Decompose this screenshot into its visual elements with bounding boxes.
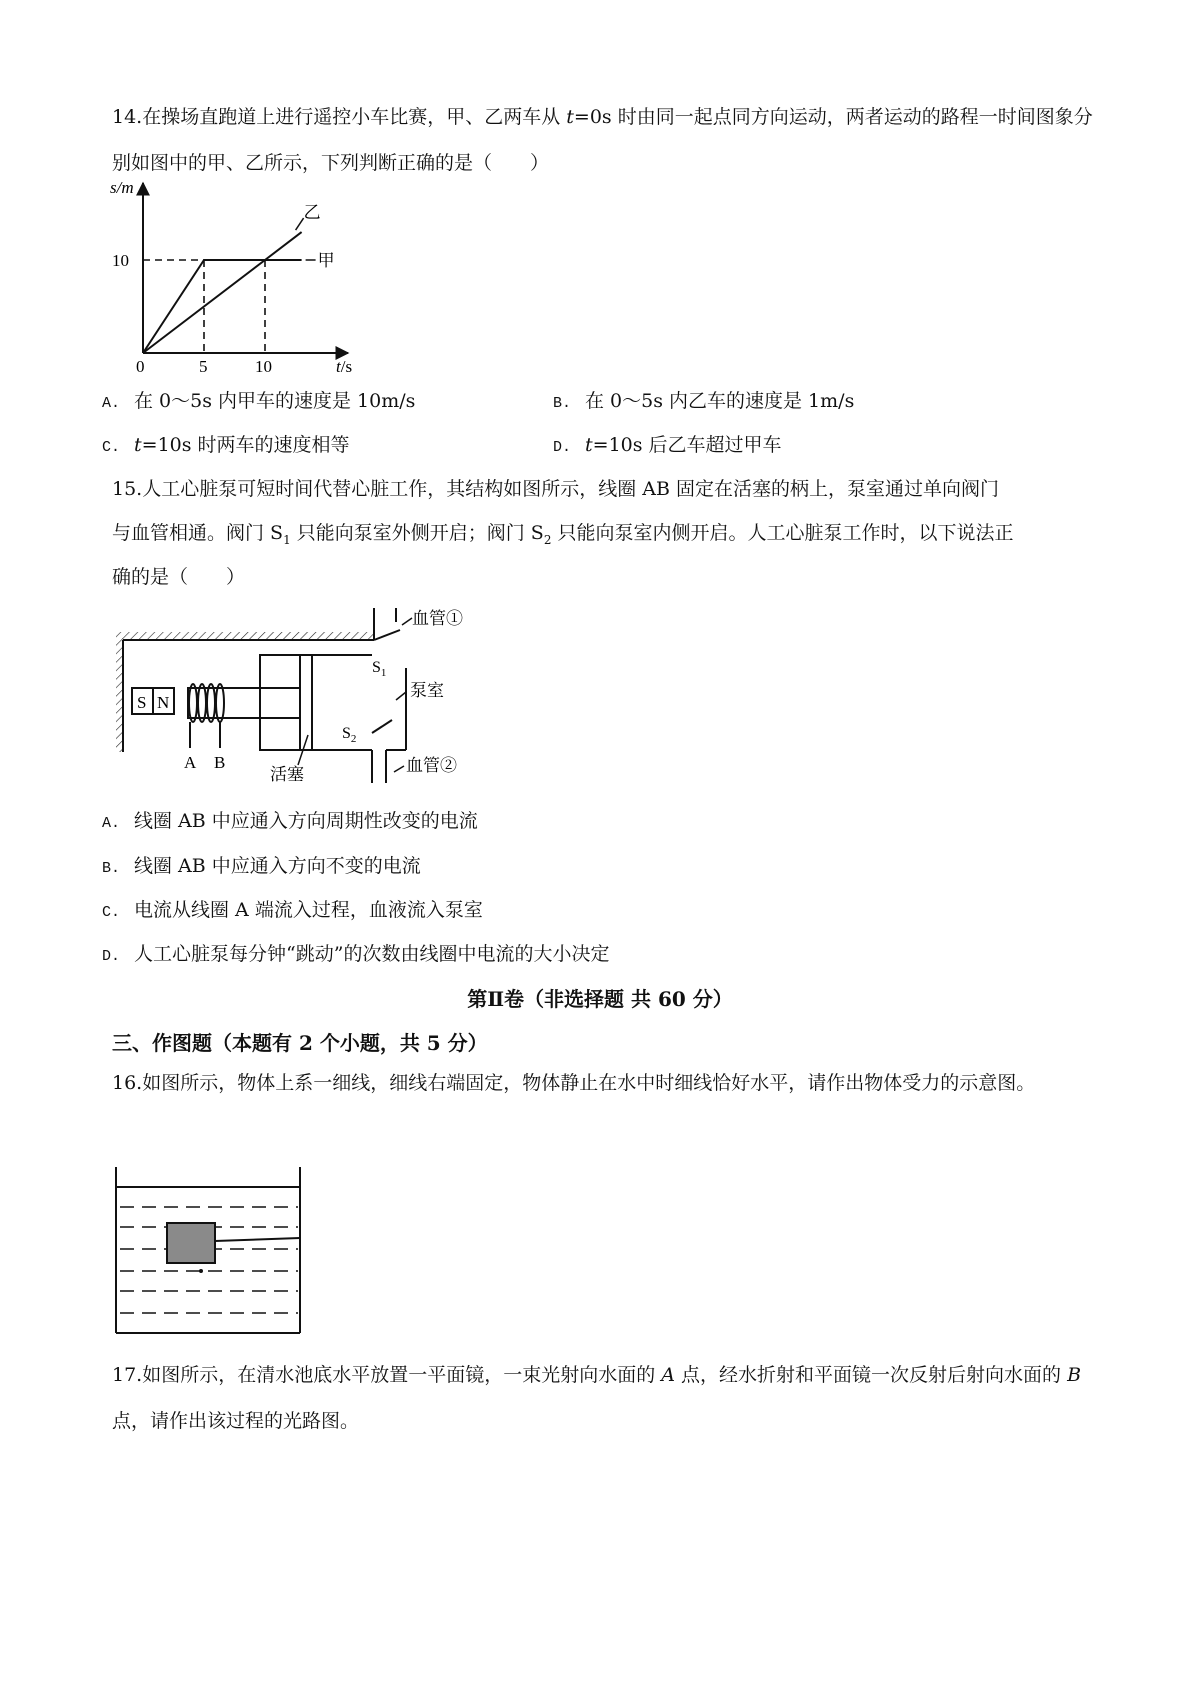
- q15-stem-line2: 与血管相通。阀门 $S_1$ 只能向泵室外侧开启；阀门 $S_2$ 只能向泵室内侧开启。人工心脏泵工作时，以下说法正: [112, 522, 1014, 547]
- pump-room-label: 泵室: [410, 681, 444, 700]
- q14-st-graph: [100, 175, 390, 380]
- q14-number: 14.: [112, 106, 143, 128]
- valve-s1-label: $S_1$: [372, 659, 387, 679]
- q15-option-d[interactable]: D. 人工心脏泵每分钟“跳动”的次数由线圈中电流的大小决定: [102, 943, 610, 965]
- series-label-leader-yi: [296, 218, 304, 230]
- y-tick-label-10: 10: [112, 251, 129, 270]
- q15-stem-line1: 15.人工心脏泵可短时间代替心脏工作，其结构如图所示，线圈 AB 固定在活塞的柄上，泵室通过单向阀门: [112, 478, 999, 500]
- series-line-jia: [143, 260, 302, 353]
- coil-a-label: A: [184, 753, 197, 772]
- vessel1-label: 血管①: [412, 609, 463, 628]
- section2-title: 第Ⅱ卷（非选择题 共 60 分）: [467, 987, 733, 1011]
- part3-title: 三、作图题（本题有 2 个小题，共 5 分）: [112, 1031, 488, 1055]
- valve-s1: [374, 630, 400, 640]
- q15-option-b[interactable]: B. 线圈 AB 中应通入方向不变的电流: [102, 855, 421, 877]
- housing-top-hatch: [122, 632, 375, 639]
- piston: [300, 655, 312, 750]
- q16-number: 16.: [112, 1072, 143, 1094]
- valve-s2-label: $S_2$: [342, 725, 357, 745]
- q14-stem: 14.在操场直跑道上进行遥控小车比赛，甲、乙两车从 t=0s 时由同一起点同方向运动，两者运动的路程一时间图象分别如图中的甲、乙所示，下列判断正确的是（ ）: [112, 106, 1093, 174]
- series-label-yi: 乙: [303, 203, 321, 223]
- q15-number: 15.: [112, 478, 143, 500]
- q15-stem-line3: 确的是（ ）: [112, 566, 246, 588]
- magnet-n-label: N: [157, 693, 170, 712]
- q16-stem: 16.如图所示，物体上系一细线，细线右端固定，物体静止在水中时细线恰好水平，请作出物体受力的示意图。: [112, 1072, 1036, 1094]
- q15-option-a[interactable]: A. 线圈 AB 中应通入方向周期性改变的电流: [102, 810, 478, 832]
- q14-option-a[interactable]: A. 在 0～5s 内甲车的速度是 10m/s: [102, 390, 416, 412]
- piston-label: 活塞: [270, 765, 304, 784]
- q16-water-tank-diagram: [110, 1165, 310, 1337]
- housing-left-hatch: [116, 632, 123, 752]
- q14-option-d[interactable]: D. t=10s 后乙车超过甲车: [553, 434, 782, 456]
- q17-number: 17.: [112, 1364, 143, 1386]
- string: [215, 1238, 300, 1241]
- q14-option-b[interactable]: B. 在 0～5s 内乙车的速度是 1m/s: [553, 390, 855, 412]
- valve-s2: [372, 720, 392, 733]
- vessel2-label: 血管②: [406, 756, 457, 775]
- q14-option-c[interactable]: C. t=10s 时两车的速度相等: [102, 434, 350, 456]
- x-tick-label-5: 5: [199, 357, 208, 376]
- x-axis-label: t/s: [336, 357, 353, 376]
- q15-option-c[interactable]: C. 电流从线圈 A 端流入过程，血液流入泵室: [102, 899, 483, 921]
- submerged-object: [167, 1223, 215, 1263]
- magnet-s-label: S: [137, 693, 147, 712]
- y-axis-label: s/m: [110, 178, 134, 197]
- q17-stem: 17.如图所示，在清水池底水平放置一平面镜，一束光射向水面的 A 点，经水折射和平面镜一次反射后射向水面的 B 点，请作出该过程的光路图。: [112, 1364, 1082, 1432]
- q15-pump-diagram: [110, 600, 510, 785]
- coil-b-label: B: [214, 753, 226, 772]
- x-tick-label-10: 10: [255, 357, 272, 376]
- center-dot: [199, 1269, 203, 1273]
- series-line-yi: [143, 232, 302, 353]
- origin-label: 0: [136, 357, 145, 376]
- series-label-jia: 甲: [317, 251, 335, 270]
